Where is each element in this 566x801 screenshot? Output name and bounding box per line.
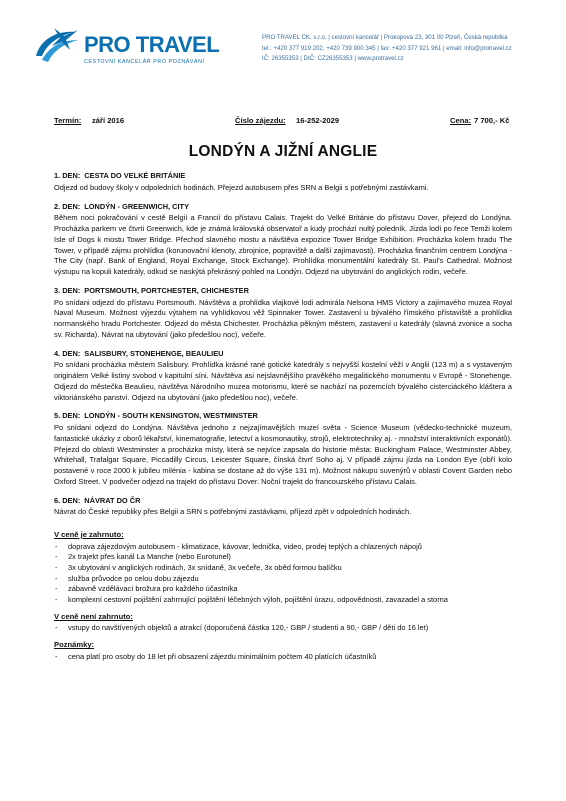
list-item: - služba průvodce po celou dobu zájezdu [54,574,512,585]
list-item: - zábavně vzdělávací brožura pro každého účastníka [54,584,512,595]
trip-number-label: Číslo zájezdu: [235,116,286,125]
notes-section [54,640,512,662]
list-item: - komplexní cestovní pojištění zahrnující pojištění léčebných výloh, pojištění úrazu, odpovědnosti, zavazadel a storna [54,595,512,606]
day-description: Po snídani procházka městem Salisbury. Prohlídka krásné rané gotické katedrály s nejvyšší kostelní věží v Anglii (123 m) a s vystaveným originálem Velké listiny svobod v kapitulní síni. Návštěva asi nejslavnějšího pravěkého megalitického monumentu v Evropě - Stonehenge. Odjezd do městečka Beaulieu, návštěva Národního muzea motorismu, které se nachází na pozemcích bývalého cisterciáckého kláštera a viktoriánského panství. Odjezd na ubytování (jako předešlou noc), večeře. [54,360,512,402]
list-item: - vstupy do navštívených objektů a atrakcí (doporučená částka 120,- GBP / studenti a 90,- GBP / děti do 16 let) [54,623,512,634]
term-value: září 2016 [92,116,125,125]
pro-travel-logo[interactable] [34,24,220,74]
day-section [54,202,512,278]
day-title: NÁVRAT DO ČR [84,495,141,505]
day-title: PORTSMOUTH, PORTCHESTER, CHICHESTER [84,285,249,295]
day-description: Návrat do České republiky přes Belgii a SRN s potřebnými zastávkami, příjezd zpět v odpoledních hodinách. [54,507,412,517]
company-contact-block [262,33,560,65]
day-section [54,286,512,341]
list-item: - cena platí pro osoby do 18 let při obsazení zájezdu minimálním počtem 40 platících účastníků [54,652,512,663]
notes-heading: Poznámky: [54,640,95,650]
company-address: PRO TRAVEL CK, s.r.o. | cestovní kancelář | Prokopova 23, 301 00 Plzeň, Česká republika [262,34,508,41]
day-section [54,496,512,519]
day-section [54,171,512,194]
included-heading: V ceně je zahrnuto: [54,530,124,539]
day-description: Během noci pokračování v cestě Belgií a Francií do přístavu Calais. Trajekt do Velké Británie do přístavu Dover, přejezd do Londýna. Procházka parkem ve čtvrti Greenwich, kde je známá královská observatoř a kudy prochází nultý poledník. Jízda lodí po řece Temži kolem Isle of Dogs k mostu Tower Bridge. Přechod slavného mostu a návštěva expozice Tower Bridge Exhibition. Procházka kolem hradu The Tower, v případě zájmu prohlídka (korunovační klenoty, zbrojnice, popraviště a další zajímavosti). Procházka finančním centrem Londýna - The City (např. Bank of England, Royal Exchange, Stock Exchange). Prohlídka monumentální katedrály St. Paul's Cathedral. Možnost výstupu na kopuli katedrály, odkud se naskýtá překrásný pohled na Londýn. Odjezd na ubytování do anglických rodin, večeře. [54,213,512,276]
day-number: 6. DEN: [54,495,81,505]
excluded-heading: V ceně není zahrnuto: [54,611,133,621]
day-description: Po snídani odjezd do Londýna. Návštěva jednoho z nejzajímavějších muzeí světa - Science Museum (vědecko-technické muzeum, fantastické ukázky z oborů lékařství, kinematografie, letectví a kosmonautiky, strojů, elektrotechniky aj. - množství interaktivních exponátů). Přejezd do oblasti Westminster a procházka místy, která se nejvíce zapsala do historie města: Buckingham Palace, Westminster Abbey, Whitehall, Trafalgar Square, Piccadilly Circus, Leicester Square, čínská čtvrť Soho aj. V případě zájmu jízda na London Eye (obří kolo postavené v roce 2000 k jubileu milénia - kabina se dostane až do výše 131 m). Možnost nákupu suvenýrů v oblasti Covent Garden nebo Oxford Street. V podvečer odjezd na trajekt do přístavu Dover. Noční trajekt do francouzského přístavu Calais. [54,423,512,486]
day-number: 4. DEN: [54,348,81,358]
term-label: Termín: [54,116,82,125]
company-ids-web: IČ: 26355353 | DIČ: CZ26355353 | www.protravel.cz [262,55,404,63]
included-section [54,530,512,606]
trip-meta-row [54,116,512,128]
excluded-list [54,623,512,634]
itinerary [54,171,512,663]
day-title: LONDÝN - GREENWICH, CITY [84,201,189,211]
day-heading [54,496,512,507]
excluded-section [54,612,512,634]
list-item: - 2x trajekt přes kanál La Manche (nebo Eurotunel) [54,552,512,563]
list-item: - 3x ubytování v anglických rodinách, 3x snídaně, 3x večeře, 3x oběd formou balíčku [54,563,512,574]
brand-tagline: CESTOVNÍ KANCELÁŘ PRO POZNÁVÁNÍ [84,59,205,65]
airplane-globe-icon [34,26,80,66]
day-title: LONDÝN - SOUTH KENSINGTON, WESTMINSTER [84,411,258,421]
day-heading [54,171,512,182]
page-title: LONDÝN A JIŽNÍ ANGLIE [188,143,378,160]
day-title: SALISBURY, STONEHENGE, BEAULIEU [84,348,224,358]
notes-list [54,652,512,663]
day-description: Po snídani odjezd do přístavu Portsmouth. Návštěva a prohlídka vlajkové lodi admirála Nelsona HMS Victory a zajímavého muzea Royal Naval Museum. Možnost výjezdu výtahem na vyhlídkovou věž Spinnaker Tower. Zastavení u bývalého římského přístaviště a prohlídka normanského hradu Portchester. Odjezd do města Chichester. Procházka pěkným městem, zastavení u katedrály (slavná zvonice a socha sv. Richarda). Návrat na ubytování (jako předešlou noc), večeře. [54,297,512,339]
day-number: 5. DEN: [54,411,81,421]
day-section [54,411,512,487]
day-number: 1. DEN: [54,171,81,180]
price-value: 7 700,- Kč [474,116,510,125]
list-item: - doprava zájezdovým autobusem - klimatizace, kávovar, lednička, video, prodej teplých a chlazených nápojů [54,542,512,553]
day-number: 2. DEN: [54,201,81,211]
day-title: CESTA DO VELKÉ BRITÁNIE [84,171,186,180]
included-list [54,542,512,606]
company-phone-email: tel.: +420 377 919 202, +420 739 900 345 | fax: +420 377 921 961 | email: info@protravel.cz [262,44,512,52]
day-number: 3. DEN: [54,285,81,295]
letterhead [0,0,566,75]
trip-number-value: 16-252-2029 [296,116,340,125]
day-heading [54,286,512,297]
price-label: Cena: [450,116,472,125]
day-heading [54,202,512,213]
day-heading [54,411,512,422]
day-section [54,349,512,404]
day-heading [54,349,512,360]
day-description: Odjezd od budovy školy v odpoledních hodinách. Přejezd autobusem přes SRN a Belgii s potřebnými zastávkami. [54,182,429,192]
brand-name: PRO TRAVEL [84,32,220,57]
